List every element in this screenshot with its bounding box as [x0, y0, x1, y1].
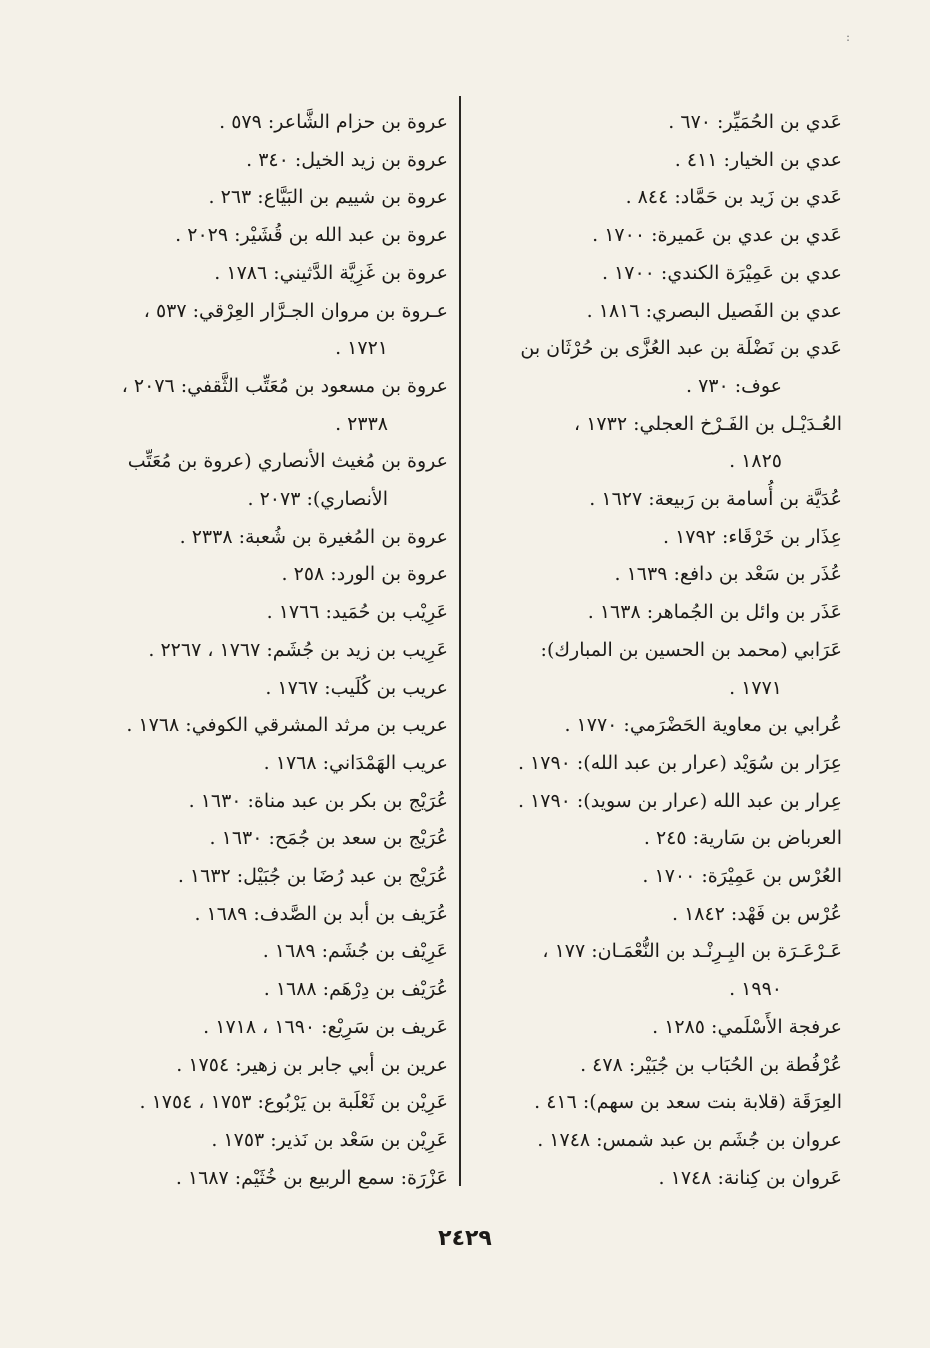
- entry-line: عريب بن مرثد المشرقي الكوفي: ١٧٦٨ .: [126, 714, 448, 737]
- entry-line: عَزْرَة: سمع الربيع بن خُثَيْم: ١٦٨٧ .: [175, 1166, 448, 1189]
- entry-line: عَروان بن كِنانة: ١٧٤٨ .: [658, 1166, 842, 1189]
- index-entry: [70, 443, 448, 518]
- index-entry: [70, 1160, 448, 1198]
- entry-line: عروة بن شييم بن البَيَّاع: ٢٦٣ .: [208, 186, 448, 209]
- entry-line: العُرْس بن عَمِيْرَة: ١٧٠٠ .: [642, 865, 842, 888]
- index-entry: [470, 707, 842, 745]
- corner-mark: :: [846, 30, 851, 44]
- entry-line: عَرِيْف بن جُشَم: ١٦٨٩ .: [262, 940, 448, 963]
- entry-line: عروة بن المُغيرة بن شُعبة: ٢٣٣٨ .: [179, 525, 448, 548]
- index-entry: [70, 670, 448, 708]
- index-entry: [470, 858, 842, 896]
- entry-line: عَدي بن زَيد بن حَمَّاد: ٨٤٤ .: [625, 186, 842, 209]
- index-entry: [470, 820, 842, 858]
- index-entry: [470, 1084, 842, 1122]
- entry-line: عروة بن مُغيث الأنصاري (عروة بن مُعَتِّب: [127, 450, 448, 473]
- index-entry: [70, 707, 448, 745]
- entry-continuation: ٢٣٣٨ .: [335, 412, 388, 435]
- index-entry: [470, 104, 842, 142]
- index-entry: [470, 1009, 842, 1047]
- entry-line: عَريف بن سَرِيْع: ١٦٩٠ ، ١٧١٨ .: [203, 1015, 448, 1038]
- index-entry: [470, 179, 842, 217]
- entry-line: عدي بن الخيار: ٤١١ .: [674, 148, 842, 171]
- index-entry: [70, 971, 448, 1009]
- index-entry: [470, 745, 842, 783]
- page-number: ٢٤٢٩: [438, 1226, 492, 1251]
- index-entry: [470, 217, 842, 255]
- entry-line: العرباض بن سَارية: ٢٤٥ .: [643, 827, 842, 850]
- entry-continuation: ١٨٢٥ .: [729, 450, 782, 473]
- index-entry: [70, 104, 448, 142]
- entry-line: عَرِيب بن زيد بن جُشَم: ١٧٦٧ ، ٢٢٦٧ .: [148, 638, 448, 661]
- entry-continuation: الأنصاري): ٢٠٧٣ .: [247, 488, 388, 511]
- entry-line: عريب بن كُلَيب: ١٧٦٧ .: [265, 676, 448, 699]
- entry-line: عُرَيْج بن سعد بن جُمَح: ١٦٣٠ .: [209, 827, 448, 850]
- index-entry: [470, 896, 842, 934]
- index-entry: [470, 519, 842, 557]
- index-entry: [70, 1122, 448, 1160]
- entry-line: عُرَيْف بن دِرْهَم: ١٦٨٨ .: [263, 978, 448, 1001]
- index-entry: [70, 142, 448, 180]
- entry-line: عُرابي بن معاوية الحَضْرَمي: ١٧٧٠ .: [564, 714, 842, 737]
- entry-line: عُرَيف بن أبد بن الصَّدف: ١٦٨٩ .: [194, 902, 448, 925]
- entry-line: عروة بن غَزِيَّة الدَّثيني: ١٧٨٦ .: [214, 261, 448, 284]
- entry-line: عروة بن الورد: ٢٥٨ .: [281, 563, 448, 586]
- index-entry: [70, 896, 448, 934]
- index-entry: [70, 745, 448, 783]
- index-entry: [470, 556, 842, 594]
- entry-continuation: ١٩٩٠ .: [729, 978, 782, 1001]
- entry-line: عُرْس بن فَهْد: ١٨٤٢ .: [671, 902, 842, 925]
- entry-line: عِرَار بن سُوَيْد (عرار بن عبد الله): ١٧٩٠ .: [517, 751, 842, 774]
- entry-line: عرين بن أبي جابر بن زهير: ١٧٥٤ .: [176, 1053, 448, 1076]
- entry-line: عُذَر بن سَعْد بن دافع: ١٦٣٩ .: [614, 563, 842, 586]
- entry-line: عـروة بن مروان الجـرَّار العِرْقي: ٥٣٧ ،: [143, 299, 448, 322]
- index-entry: [470, 293, 842, 331]
- index-column-right: [470, 104, 842, 1197]
- index-entry: [470, 1047, 842, 1085]
- index-entry: [70, 368, 448, 443]
- entry-line: عَدي بن نَضْلَة بن عبد العُزَّى بن حُرْثَان بن: [520, 337, 842, 360]
- entry-continuation: ١٧٢١ .: [335, 337, 388, 360]
- index-column-left: [70, 104, 448, 1197]
- index-entry: [470, 783, 842, 821]
- index-entry: [70, 556, 448, 594]
- entry-line: عَرَابي (محمد بن الحسين بن المبارك):: [540, 638, 842, 661]
- column-divider: [459, 96, 461, 1186]
- entry-line: عُرَيْج بن عبد رُضَا بن جُبَيْل: ١٦٣٢ .: [177, 865, 448, 888]
- entry-line: عريب الهَمْدَاني: ١٧٦٨ .: [263, 751, 448, 774]
- index-entry: [70, 820, 448, 858]
- index-entry: [70, 858, 448, 896]
- index-entry: [70, 1084, 448, 1122]
- entry-line: عِذَار بن خَرْقَاء: ١٧٩٢ .: [663, 525, 842, 548]
- index-entry: [70, 783, 448, 821]
- entry-line: عُرْفُطة بن الحُبَاب بن جُبَيْر: ٤٧٨ .: [580, 1053, 842, 1076]
- index-entry: [70, 1047, 448, 1085]
- index-entry: [470, 255, 842, 293]
- entry-line: عُدَيَّة بن أُسامة بن رَبيعة: ١٦٢٧ .: [589, 488, 842, 511]
- entry-line: العُـدَيْـل بن الفَـرْخ العجلي: ١٧٣٢ ،: [574, 412, 842, 435]
- entry-line: عَـرْعَـرَة بن البِـرِنْـد بن النُّعْمَـان: ١٧٧ ،: [542, 940, 842, 963]
- index-entry: [70, 217, 448, 255]
- entry-line: عروة بن زيد الخيل: ٣٤٠ .: [246, 148, 448, 171]
- entry-continuation: عوف: ٧٣٠ .: [685, 374, 782, 397]
- index-entry: [70, 594, 448, 632]
- index-entry: [470, 1122, 842, 1160]
- index-entry: [70, 1009, 448, 1047]
- index-entry: [470, 406, 842, 481]
- entry-line: عرفجة الأَسْلَمي: ١٢٨٥ .: [652, 1015, 842, 1038]
- entry-line: عَذَر بن وائل بن الجُماهر: ١٦٣٨ .: [587, 601, 842, 624]
- entry-continuation: ١٧٧١ .: [729, 676, 782, 699]
- entry-line: عَرِيْب بن حُمَيد: ١٧٦٦ .: [266, 601, 448, 624]
- entry-line: العِرَقَة (قلابة بنت سعد بن سهم): ٤١٦ .: [534, 1091, 842, 1114]
- index-entry: [470, 142, 842, 180]
- index-entry: [70, 255, 448, 293]
- index-entry: [70, 519, 448, 557]
- entry-line: عُرَيْج بن بكر بن عبد مناة: ١٦٣٠ .: [188, 789, 448, 812]
- index-entry: [470, 594, 842, 632]
- index-entry: [70, 179, 448, 217]
- entry-line: عَرِيْن بن سَعْد بن نَذير: ١٧٥٣ .: [211, 1128, 448, 1151]
- index-entry: [70, 293, 448, 368]
- index-entry: [470, 632, 842, 707]
- entry-line: عروة بن عبد الله بن قُشَيْر: ٢٠٢٩ .: [175, 224, 448, 247]
- index-entry: [470, 933, 842, 1008]
- index-entry: [470, 1160, 842, 1198]
- entry-line: عدي بن عَمِيْرَة الكندي: ١٧٠٠ .: [601, 261, 842, 284]
- entry-line: عَرِيْن بن ثَعْلَبة بن يَرْبُوع: ١٧٥٣ ، ١٧٥٤ .: [139, 1091, 448, 1114]
- entry-line: عروة بن مسعود بن مُعَتِّب الثَّقفي: ٢٠٧٦ ،: [121, 374, 448, 397]
- entry-line: عروة بن حزام الشَّاعر: ٥٧٩ .: [219, 111, 448, 133]
- entry-line: عروان بن جُشَم بن عبد شمس: ١٧٤٨ .: [537, 1128, 842, 1151]
- entry-line: عَدي بن عدي بن عَميرة: ١٧٠٠ .: [592, 224, 842, 247]
- entry-line: عَدي بن الحُمَيِّر: ٦٧٠ .: [668, 111, 842, 133]
- index-entry: [470, 330, 842, 405]
- entry-line: عِرار بن عبد الله (عرار بن سويد): ١٧٩٠ .: [517, 789, 842, 812]
- index-entry: [70, 933, 448, 971]
- index-entry: [70, 632, 448, 670]
- index-entry: [470, 481, 842, 519]
- entry-line: عدي بن الفَصيل البصري: ١٨١٦ .: [586, 299, 842, 322]
